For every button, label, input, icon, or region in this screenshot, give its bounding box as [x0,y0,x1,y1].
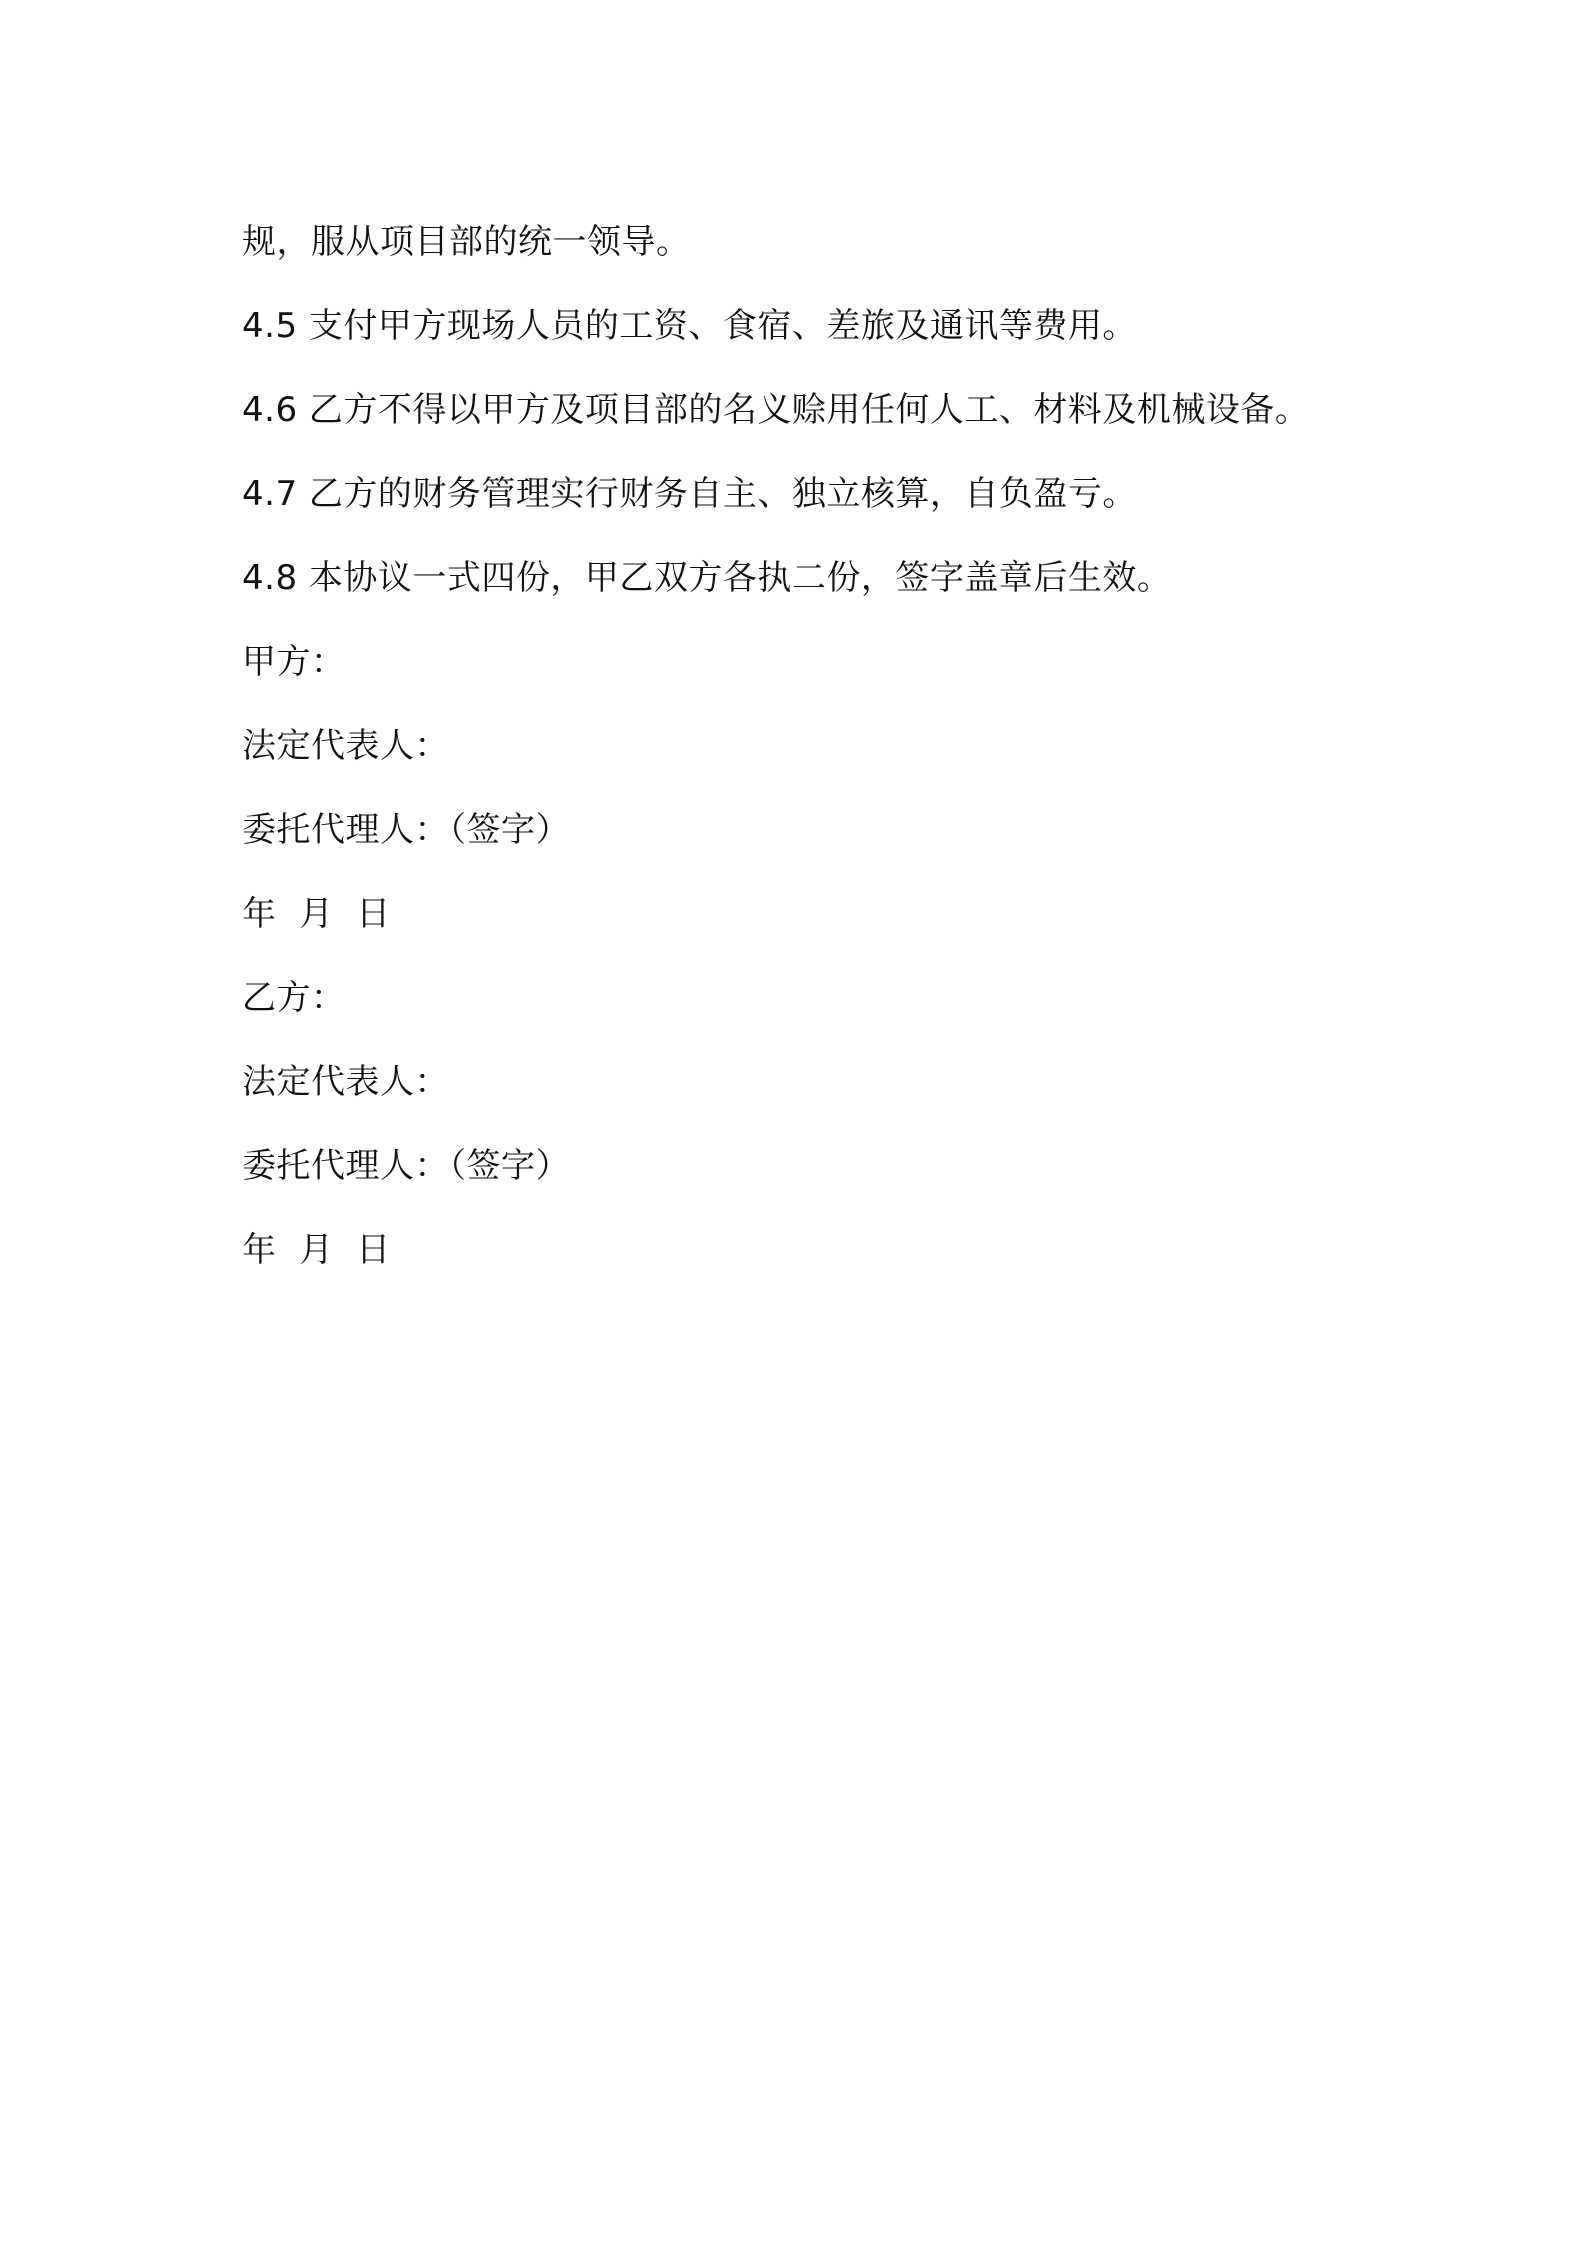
clause-continuation: 规，服从项目部的统一领导。 [242,222,691,262]
party-b-legal-rep: 法定代表人： [242,1062,449,1102]
party-a-agent: 委托代理人：（签字） [242,810,570,850]
party-b-agent: 委托代理人：（签字） [242,1146,570,1186]
party-b-label: 乙方： [242,978,346,1018]
party-a-date: 年 月 日 [242,894,391,934]
clause-4-5: 4.5 支付甲方现场人员的工资、食宿、差旅及通讯等费用。 [242,306,1137,346]
clause-4-6: 4.6 乙方不得以甲方及项目部的名义赊用任何人工、材料及机械设备。 [242,390,1310,430]
clause-4-7: 4.7 乙方的财务管理实行财务自主、独立核算，自负盈亏。 [242,474,1137,514]
clause-4-8: 4.8 本协议一式四份，甲乙双方各执二份，签字盖章后生效。 [242,558,1172,598]
party-a-label: 甲方： [242,642,346,682]
document-body [242,200,1392,1292]
party-b-date: 年 月 日 [242,1230,391,1270]
party-a-legal-rep: 法定代表人： [242,726,449,766]
